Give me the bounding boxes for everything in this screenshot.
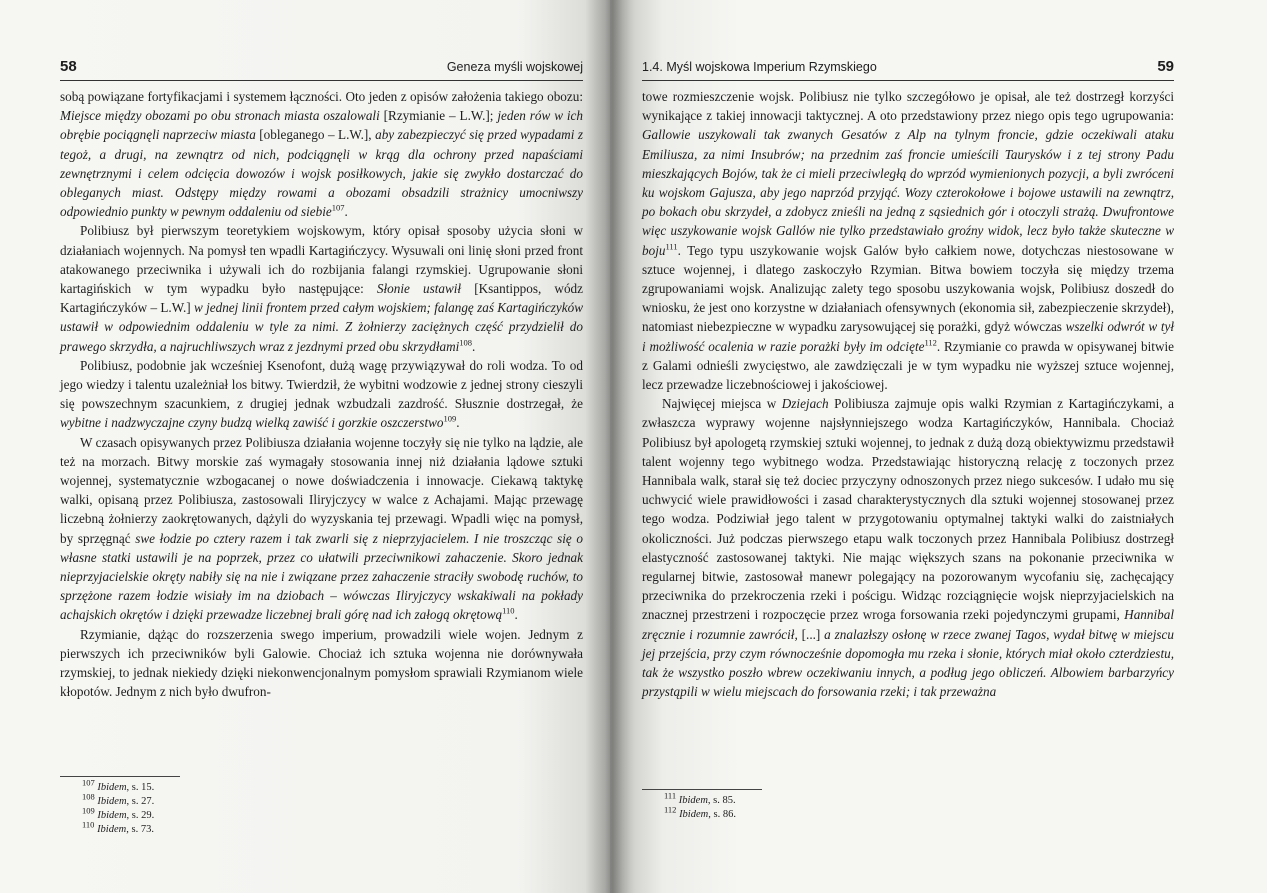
paragraph: Najwięcej miejsca w Dziejach Polibiusza zajmuje opis walki Rzymian z Kartagińczykami, a zwłaszcza wyprawy wojenne najsłynniejszego wodza Kartagińczyków, Hannibala. Chociaż Polibiusz był apologetą rzymskiej sztuki wojennej, to jednak z dużą dozą obiektywizmu przedstawił talent wojenny tego wybitnego wodza. Przedstawiając historyczną relację z toczonych przez Hannibala walk, starał się też dociec przyczyny odnoszonych przez niego sukcesów. I udało mu się uchwycić wiele prawidłowości i zasad charakterystycznych dla sztuki wojennej stosowanej przez tego wodza. Podziwiał jego talent w przygotowaniu optymalnej taktyki walki do zaistniałych okoliczności. Już podczas pierwszego etapu walk toczonych przez Hannibala Polibiusz dostrzegł elastyczność zastosowanej taktyki. Nie mając większych szans na pokonanie przeciwnika w regularnej bitwie, zastosował manewr polegający na pozorowanym wycofaniu się, zachęcający przeciwnika do przekroczenia rzeki i pościgu. Widząc rozciągnięcie wojsk nieprzyjacielskich na znacznej przestrzeni i rozpoczęcie przez wroga forsowania rzeki pojedynczymi grupami, Hannibal zręcznie i rozumnie zawrócił, [...] a znalazłszy osłonę w rzece zwanej Tagos, wydał bitwę w miejscu jej przejścia, przy czym równocześnie dopomogła mu rzeka i słonie, których miał około czterdziestu, tak że wszystko poszło wbrew oczekiwaniu innych, a podług jego obliczeń. Albowiem barbarzyńcy przystąpili w wielu miejscach do forsowania rzeki; i tak przeważna	[642, 396, 1174, 700]
footnote: $^{112}$ Ibidem, s. 86.	[664, 804, 736, 820]
body-text	[642, 87, 1174, 702]
footnotes	[642, 789, 942, 822]
footnote-rule	[642, 789, 762, 790]
footnote-rule	[60, 776, 180, 777]
footnote: $^{108}$ Ibidem, s. 27.	[82, 791, 155, 807]
left-page	[0, 0, 610, 893]
page-number: 58	[60, 58, 77, 75]
paragraph: towe rozmieszczenie wojsk. Polibiusz nie tylko szczegółowo je opisał, ale też dostrzegł korzyści wynikające z takiej innowacji taktycznej. A oto przedstawiony przez niego opis tego ugrupowania: Gallowie uszykowali tak zwanych Gesatów z Alp na tylnym froncie, gdzie oczekiwali ataku Emiliusza, za nimi Insubrów; na przednim zaś froncie umieścili Taurysków i z tej strony Padu mieszkających Bojów, tak że ci mieli przeciwległą do wprzód wymienionych pozycji, a byli zwróceni ku wojskom Gajusza, aby jego naprzód przyjąć. Wozy czterokołowe i bojowe ustawili na zewnątrz, po bokach obu skrzydeł, a zdobycz znieśli na jedną z sąsiednich gór i otoczyli strażą. Dwufrontowe więc uszykowanie wojsk Gallów nie tylko przedstawiało groźny widok, lecz było także skuteczne w boju$^{111}$. Tego typu uszykowanie wojsk Galów było całkiem nowe, dotychczas niestosowane w sztuce wojennej, i dlatego zaskoczyło Rzymian. Bitwa bowiem toczyła się między trzema zgrupowaniami wojsk. Analizując zalety tego sposobu uszykowania wojsk, Polibiusz doszedł do wniosku, że jest ono korzystne w działaniach ofensywnych (ekonomia sił, zabezpieczenie skrzydeł), natomiast niebezpieczne w wypadku zarysowującej się porażki, gdyż wówczas wszelki odwrót w tył i możliwość ocalenia w razie porażki były im odcięte$^{112}$. Rzymianie co prawda w opisywanej bitwie z Galami odnieśli zwycięstwo, ale zawdzięczali je w tym wypadku nie wyższej sztuce wojennej, lecz przewadze liczebnościowej i jakościowej.	[642, 89, 1174, 393]
running-title: 1.4. Myśl wojskowa Imperium Rzymskiego	[642, 60, 877, 74]
paragraph: Polibiusz był pierwszym teoretykiem wojskowym, który opisał sposoby użycia słoni w działaniach wojennych. Na pomysł ten wpadli Kartagińczycy. Wysuwali oni linię słoni przed front atakowanego przeciwnika i używali ich do rozbijania falangi rzymskiej. Ugrupowanie słoni kartagińskich w tym wypadku było następujące: Słonie ustawił [Ksantippos, wódz Kartagińczyków – L.W.] w jednej linii frontem przed całym wojskiem; falangę zaś Kartagińczyków ustawił w odpowiednim oddaleniu w tyle za nimi. Z żołnierzy zaciężnych część przydzielił do prawego skrzydła, a najruchliwszych wraz z jezdnymi przed obu skrzydłami$^{108}$.	[60, 223, 583, 354]
paragraph: W czasach opisywanych przez Polibiusza działania wojenne toczyły się nie tylko na lądzie, ale też na morzach. Bitwy morskie zaś wymagały stosowania innej niż działania lądowe sztuki wojennej, systematycznie wzbogacanej o nowe doświadczenia i innowacje. Ciekawą taktykę walki, opisaną przez Polibiusza, zastosowali Iliryjczycy w walce z Achajami. Mając przewagę liczebną żołnierzy zaokrętowanych, dążyli do wyzyskania tej przewagi. Wpadli więc na pomysł, by sprzęgnąć swe łodzie po cztery razem i tak zwarli się z nieprzyjacielem. I nie troszcząc się o własne statki ustawili je na poprzek, przez co ułatwili przeciwnikowi zahaczenie. Skoro jednak nieprzyjacielskie okręty nabiły się na nie i związane przez zahaczenie straciły swobodę ruchów, to sprzężone razem łodzie wisiały im na dziobach – wówczas Iliryjczycy wskakiwali na pokłady achajskich okrętów i dzięki przewadze liczebnej brali górę nad ich załogą okrętową$^{110}$.	[60, 434, 584, 623]
footnote: $^{111}$ Ibidem, s. 85.	[664, 790, 736, 806]
paragraph: Polibiusz, podobnie jak wcześniej Ksenofont, dużą wagę przywiązywał do roli wodza. To od jego wiedzy i talentu uzależniał los bitwy. Twierdził, że wybitni wodzowie z jednej strony cieszyli się powszechnym szacunkiem, z drugiej jednak wzbudzali zazdrość. Słusznie dostrzegał, że wybitne i nadzwyczajne czyny budzą wielką zawiść i gorzkie oszczerstwo$^{109}$.	[60, 357, 583, 431]
right-page	[610, 0, 1267, 893]
page-number: 59	[1157, 58, 1174, 75]
body-text	[60, 87, 583, 702]
running-header	[642, 58, 1174, 81]
paragraph: sobą powiązane fortyfikacjami i systemem łączności. Oto jeden z opisów założenia takiego obozu: Miejsce między obozami po obu stronach miasta oszalowali [Rzymianie – L.W.]; jeden rów w ich obrębie pociągnęli naprzeciw miasta [obleganego – L.W.], aby zabezpieczyć się przed wypadami z tegoż, a drugi, na zewnątrz od nich, podciągnęli w krąg dla ochrony przed napaściami zewnętrznymi i celem odcięcia dowozów i wojsk posiłkowych, jakie się zwykło dostarczać do obleganych miast. Odstępy między rowami a obozami obsadzili strażnicy umocniwszy odpowiednio punkty w pewnym oddaleniu od siebie$^{107}$.	[60, 89, 583, 220]
footnotes	[60, 776, 360, 837]
footnote: $^{110}$ Ibidem, s. 73.	[82, 819, 154, 835]
paragraph: Rzymianie, dążąc do rozszerzenia swego imperium, prowadzili wiele wojen. Jednym z pierwszych ich przeciwników byli Galowie. Chociaż ich sztuka wojenna nie dorównywała rzymskiej, to jednak niekiedy dzięki niekonwencjonalnym pomysłom sprawiali Rzymianom wiele kłopotów. Jednym z nich było dwufron-	[60, 626, 583, 700]
running-title: Geneza myśli wojskowej	[446, 60, 583, 74]
footnote: $^{107}$ Ibidem, s. 15.	[82, 777, 155, 793]
footnote: $^{109}$ Ibidem, s. 29.	[82, 805, 155, 821]
running-header	[60, 58, 583, 81]
